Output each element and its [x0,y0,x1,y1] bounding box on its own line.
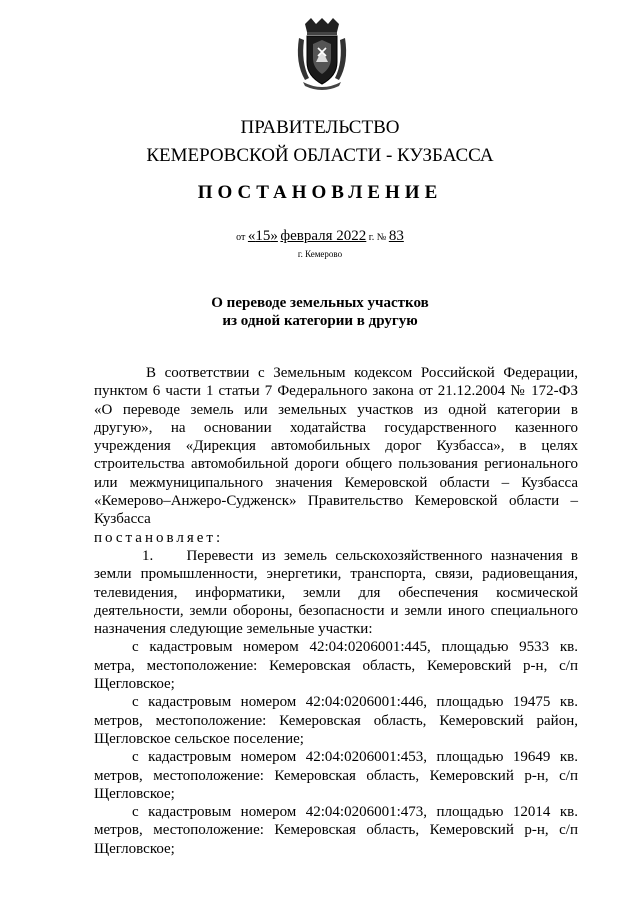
coat-of-arms-icon [295,18,349,90]
document-city: г. Кемерово [297,249,343,259]
subject-line2: из одной категории в другую [222,313,418,329]
decree-word: постановляет: [94,529,224,546]
government-name-line1: ПРАВИТЕЛЬСТВО [240,117,400,138]
item-1-paragraph: 1. Перевести из земель сельскохозяйственного назначения в земли промышленности, энергетики, транспорта, связи, радиовещания, телевидения, информатики, земли для обеспечения космической деятельности, земли обороны, безопасности и земли иного специального назначения следующие земельные участки: [94,547,578,638]
date-close-quote: » [270,228,278,244]
preamble-paragraph: В соответствии с Земельным кодексом Российской Федерации, пунктом 6 части 1 статьи 7 Федерального закона от 21.12.2004 № 172-ФЗ «О переводе земель или земельных участков из одной категории в другую», на основании ходатайства государственного казенного учреждения «Дирекция автомобильных дорог Кузбасса», в целях строительства автомобильной дороги общего пользования регионального или межмуниципального значения Кемеровской области – Кузбасса «Кемерово–Анжеро-Судженск» Правительство Кемеровской области – Кузбасса [94,365,578,528]
number-sign: № [376,232,387,243]
document-number: 83 [388,228,404,244]
land-plot-item: с кадастровым номером 42:04:0206001:473, площадью 12014 кв. метров, местоположение: Кемеровская область, Кемеровский р-н, с/п Щегловское; [94,804,578,857]
document-dateline [0,228,640,245]
date-day: 15 [255,228,271,244]
subject-line1: О переводе земельных участков [211,295,429,311]
land-plot-item: с кадастровым номером 42:04:0206001:445, площадью 9533 кв. метра, местоположение: Кемеровская область, Кемеровский р-н, с/п Щегловское; [94,639,578,693]
document-body [94,364,578,858]
date-month-year: февраля 2022 [280,228,367,244]
government-name-line2: КЕМЕРОВСКОЙ ОБЛАСТИ - КУЗБАССА [146,145,494,166]
date-year-suffix: г. [368,232,375,243]
date-prefix: от [236,232,246,243]
land-plot-item: с кадастровым номером 42:04:0206001:453, площадью 19649 кв. метров, местоположение: Кемеровская область, Кемеровский р-н, с/п Щегловское; [94,749,578,802]
land-plot-item: с кадастровым номером 42:04:0206001:446, площадью 19475 кв. метров, местоположение: Кемеровская область, Кемеровский район, Щегловское сельское поселение; [94,694,578,747]
document-type-title: ПОСТАНОВЛЕНИЕ [197,182,443,203]
date-open-quote: « [247,228,256,244]
document-subject [0,294,640,330]
